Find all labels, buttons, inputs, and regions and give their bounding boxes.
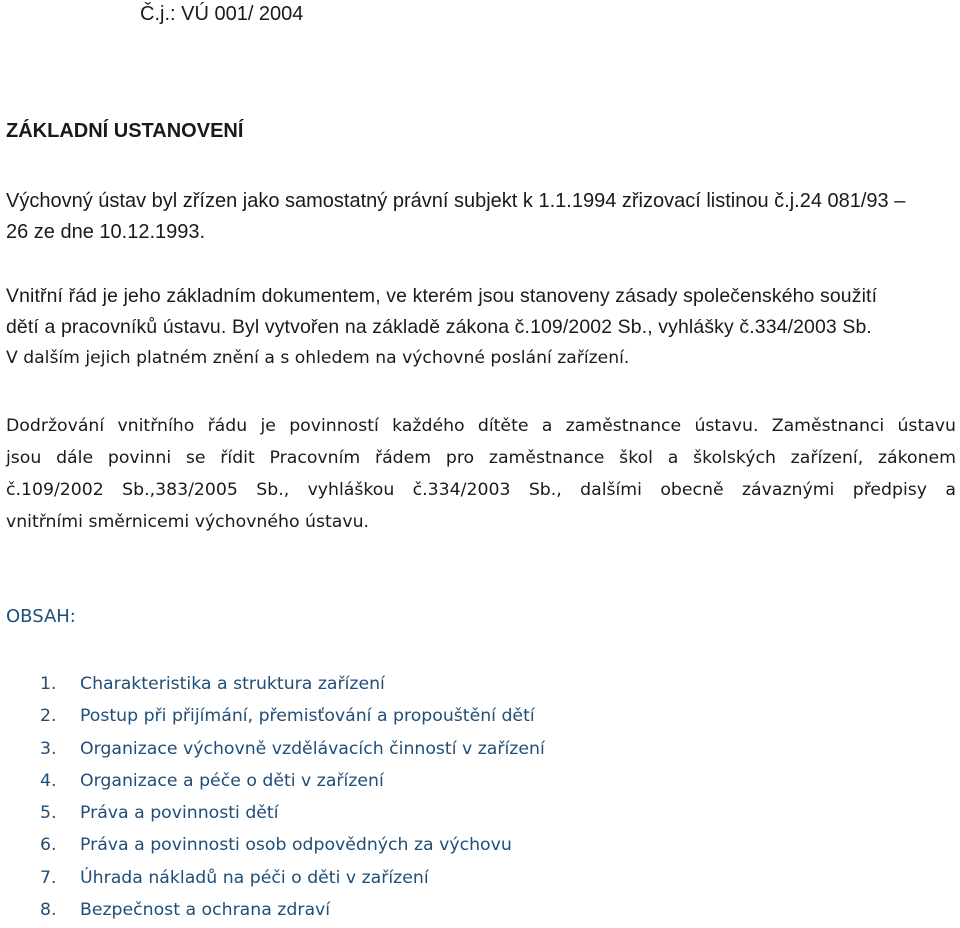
paragraph-line: Výchovný ústav byl zřízen jako samostatný právní subjekt k 1.1.1994 zřizovací listinou č.j.24 081/93 – (6, 190, 906, 212)
contents-item (40, 668, 545, 700)
paragraph-line: jsou dále povinni se řídit Pracovním řádem pro zaměstnance škol a školských zařízení, zákonem (6, 448, 956, 468)
contents-item-title: Postup při přijímání, přemisťování a propouštění dětí (80, 706, 535, 727)
contents-item-title: Organizace a péče o děti v zařízení (80, 770, 384, 791)
contents-item (40, 797, 545, 829)
contents-item-number: 4. (40, 770, 57, 791)
contents-item-number: 5. (40, 803, 57, 824)
paragraph-line: Vnitřní řád je jeho základním dokumentem, ve kterém jsou stanoveny zásady společenského soužití (6, 285, 878, 307)
contents-item (40, 733, 545, 765)
paragraph-line: 26 ze dne 10.12.1993. (6, 221, 206, 243)
contents-item-number: 7. (40, 867, 57, 888)
paragraph-internal-rules (6, 281, 956, 374)
contents-heading: OBSAH: (6, 606, 76, 627)
paragraph-line: V dalším jejich platném znění a s ohledem na výchovné poslání zařízení. (6, 348, 630, 368)
paragraph-line: č.109/2002 Sb.,383/2005 Sb., vyhláškou č.334/2003 Sb., dalšími obecně závaznými předpisy a (6, 480, 956, 500)
paragraph-obligations (6, 410, 956, 538)
contents-item-title: Práva a povinnosti osob odpovědných za výchovu (80, 835, 512, 856)
contents-item (40, 829, 545, 861)
paragraph-founding (6, 186, 951, 248)
paragraph-line: Dodržování vnitřního řádu je povinností každého dítěte a zaměstnance ústavu. Zaměstnanci ústavu (6, 416, 956, 436)
contents-item (40, 862, 545, 894)
contents-item-number: 3. (40, 738, 57, 759)
contents-item-number: 2. (40, 706, 57, 727)
section-heading: ZÁKLADNÍ USTANOVENÍ (6, 120, 244, 142)
contents-item (40, 894, 545, 926)
reference-number: Č.j.: VÚ 001/ 2004 (140, 3, 304, 25)
contents-list (40, 668, 545, 926)
contents-item-number: 8. (40, 900, 57, 921)
contents-item-number: 1. (40, 674, 57, 694)
contents-item (40, 765, 545, 797)
contents-item (40, 700, 545, 732)
contents-item-title: Charakteristika a struktura zařízení (80, 674, 385, 694)
paragraph-line: vnitřními směrnicemi výchovného ústavu. (6, 512, 370, 532)
contents-item-title: Práva a povinnosti dětí (80, 803, 279, 824)
contents-item-number: 6. (40, 835, 57, 856)
contents-item-title: Úhrada nákladů na péči o děti v zařízení (80, 867, 429, 888)
paragraph-line: dětí a pracovníků ústavu. Byl vytvořen na základě zákona č.109/2002 Sb., vyhlášky č.334/2003 Sb. (6, 316, 872, 338)
contents-item-title: Organizace výchovně vzdělávacích činností v zařízení (80, 738, 545, 759)
contents-item-title: Bezpečnost a ochrana zdraví (80, 900, 331, 921)
